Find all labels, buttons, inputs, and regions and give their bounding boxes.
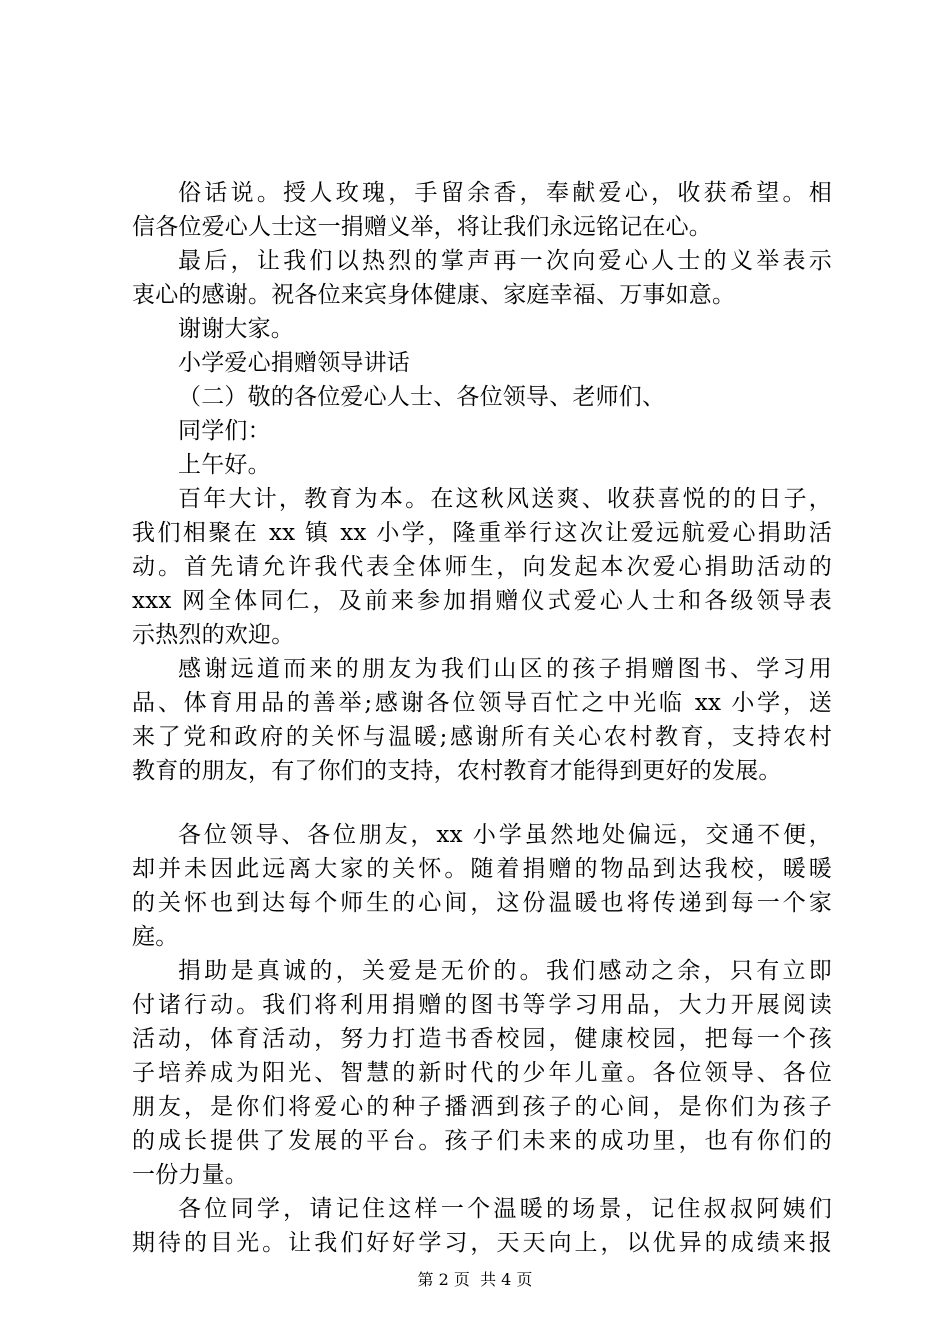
text-line: 各位领导、各位朋友，xx 小学虽然地处偏远，交通不便，	[178, 822, 832, 848]
page-footer	[0, 1270, 950, 1290]
text-line: 小学爱心捐赠领导讲话	[178, 350, 410, 376]
text-line: 的关怀也到达每个师生的心间，这份温暖也将传递到每一个家	[132, 890, 832, 916]
text-line: 却并未因此远离大家的关怀。随着捐赠的物品到达我校，暖暖	[132, 856, 832, 882]
text-line: xxx 网全体同仁，及前来参加捐赠仪式爱心人士和各级领导表	[132, 588, 832, 614]
text-line: 各位同学，请记住这样一个温暖的场景，记住叔叔阿姨们	[178, 1196, 832, 1222]
text-line: 动。首先请允许我代表全体师生，向发起本次爱心捐助活动的	[132, 554, 832, 580]
text-line: 我们相聚在 xx 镇 xx 小学，隆重举行这次让爱远航爱心捐助活	[132, 520, 832, 546]
text-line: 百年大计，教育为本。在这秋风送爽、收获喜悦的的日子，	[178, 486, 832, 512]
text-line: 品、体育用品的善举;感谢各位领导百忙之中光临 xx 小学，送	[132, 690, 832, 716]
text-line: 的成长提供了发展的平台。孩子们未来的成功里，也有你们的	[132, 1128, 832, 1154]
text-line: 来了党和政府的关怀与温暖;感谢所有关心农村教育，支持农村	[132, 724, 832, 750]
text-line: 朋友，是你们将爱心的种子播洒到孩子的心间，是你们为孩子	[132, 1094, 832, 1120]
text-line: 付诸行动。我们将利用捐赠的图书等学习用品，大力开展阅读	[132, 992, 832, 1018]
text-line: 最后，让我们以热烈的掌声再一次向爱心人士的义举表示	[178, 248, 832, 274]
page-number-label: 第 2 页 共 4 页	[417, 1270, 533, 1289]
document-body	[132, 176, 832, 1260]
text-line: 同学们：	[178, 418, 271, 444]
text-line: 子培养成为阳光、智慧的新时代的少年儿童。各位领导、各位	[132, 1060, 832, 1086]
text-line: 示热烈的欢迎。	[132, 622, 295, 648]
text-line: 期待的目光。让我们好好学习，天天向上，以优异的成绩来报	[132, 1230, 832, 1256]
text-line: 衷心的感谢。祝各位来宾身体健康、家庭幸福、万事如意。	[132, 282, 736, 308]
text-line: 感谢远道而来的朋友为我们山区的孩子捐赠图书、学习用	[178, 656, 832, 682]
text-line: 上午好。	[178, 452, 271, 478]
text-line: 捐助是真诚的，关爱是无价的。我们感动之余，只有立即	[178, 958, 832, 984]
text-line: 谢谢大家。	[178, 316, 294, 342]
text-line: 一份力量。	[132, 1162, 248, 1188]
text-line: 教育的朋友，有了你们的支持，农村教育才能得到更好的发展。	[132, 758, 782, 784]
paragraph-gap	[132, 788, 832, 818]
text-line: 活动，体育活动，努力打造书香校园，健康校园，把每一个孩	[132, 1026, 832, 1052]
text-line: 信各位爱心人士这一捐赠义举，将让我们永远铭记在心。	[132, 214, 712, 240]
text-line: 俗话说。授人玫瑰，手留余香，奉献爱心，收获希望。相	[178, 180, 832, 206]
text-line: （二）敬的各位爱心人士、各位领导、老师们、	[178, 384, 666, 410]
text-line: 庭。	[132, 924, 179, 950]
